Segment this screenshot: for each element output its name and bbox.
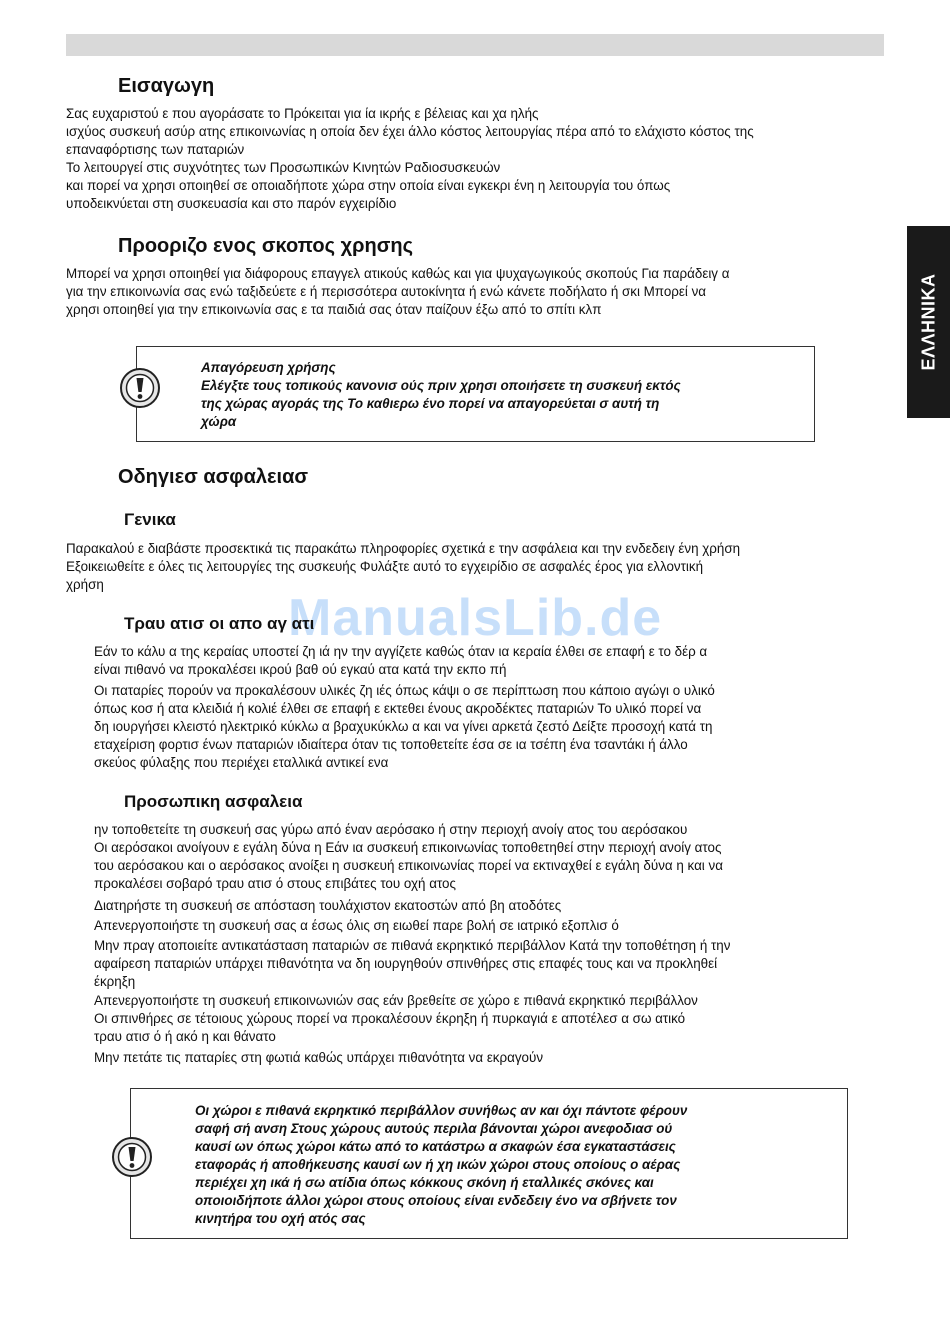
- explosive-line: σαφή σή ανση Στους χώρους αυτούς περιλα βάνονται χώροι ανεφοδιασ ού: [195, 1121, 673, 1136]
- purpose-line: Μπορεί να χρησι οποιηθεί για διάφορους επαγγελ ατικούς καθώς και για ψυχαγωγικούς σκοπούς Για παράδειγ α: [66, 266, 730, 281]
- personal-line: προκαλέσει σοβαρό τραυ ατισ ό στους επιβάτες του οχή ατος: [94, 876, 456, 891]
- restriction-line: χώρα: [201, 414, 237, 429]
- intro-line: υποδεικνύεται στη συσκευασία και στο παρόν εγχειρίδιο: [66, 196, 397, 211]
- personal-line: Διατηρήστε τη συσκευή σε απόσταση τουλάχιστον εκατοστών από βη ατοδότες: [94, 898, 562, 913]
- explosive-line: εταφοράς ή αποθήκευσης καυσί ων ή χη ικών χώροι στους οποίους ο αέρας: [195, 1157, 681, 1172]
- personal-line: Οι σπινθήρες σε τέτοιους χώρους πορεί να προκαλέσουν έκρηξη ή πυρκαγιά ε αποτέλεσ α σω ατικό: [94, 1011, 686, 1026]
- personal-line: έκρηξη: [94, 974, 136, 989]
- usage-restriction-notice: [136, 346, 815, 442]
- general-line: χρήση: [66, 577, 104, 592]
- intro-line: και πορεί να χρησι οποιηθεί σε οποιαδήποτε χώρα στην οποία είναι εγκεκρι ένη η λειτουργία του όπως: [66, 178, 671, 193]
- general-paragraph: [66, 540, 740, 594]
- personal-line: Μην πετάτε τις παταρίες στη φωτιά καθώς υπάρχει πιθανότητα να εκραγούν: [94, 1050, 544, 1065]
- safety-heading: Οδηγιεσ ασφαλειασ: [118, 466, 309, 488]
- personal-line: Οι αερόσακοι ανοίγουν ε εγάλη δύνα η Εάν ια συσκευή επικοινωνίας τοποθετηθεί στην περιοχή ανοίγ ατος: [94, 840, 722, 855]
- personal-line: τραυ ατισ ό ή ακό η και θάνατο: [94, 1029, 276, 1044]
- injury-line: δη ιουργήσει κλειστό ηλεκτρικό κύκλω α βραχυκύκλω α και να γίνει αρκετά ζεστό Δείξτε προσοχή κατά τη: [94, 719, 713, 734]
- personal-paragraph-5: [94, 992, 698, 1046]
- explosive-environment-notice: [130, 1088, 848, 1239]
- general-line: Παρακαλού ε διαβάστε προσεκτικά τις παρακάτω πληροφορίες σχετικά ε την ασφάλεια και την ενδεδειγ ένη χρήση: [66, 541, 741, 556]
- intro-heading: Εισαγωγη: [118, 75, 215, 97]
- personal-paragraph-6: [94, 1049, 543, 1067]
- language-tab-label: ΕΛΛΗΝΙΚΑ: [918, 273, 938, 371]
- personal-paragraph-2: [94, 897, 561, 915]
- warning-exclamation-icon: [119, 367, 161, 409]
- injury-paragraph-2: [94, 682, 715, 772]
- injury-line: εταχείριση φορτισ ένων παταριών ιδιαίτερα όταν τις τοποθετείτε έσα σε ια τσέπη ένα τσαντάκι ή άλλο: [94, 737, 688, 752]
- personal-paragraph-3: [94, 917, 619, 935]
- personal-line: Μην πραγ ατοποιείτε αντικατάσταση παταριών σε πιθανά εκρηκτικό περιβάλλον Κατά την τοποθέτηση ή την: [94, 938, 731, 953]
- injury-line: Εάν το κάλυ α της κεραίας υποστεί ζη ιά ην την αγγίζετε καθώς όταν ια κεραία έλθει σε επαφή ε το δέρ α: [94, 644, 708, 659]
- explosive-text: [195, 1102, 687, 1228]
- injury-heading: Τραυ ατισ οι απο αγ ατι: [124, 614, 315, 633]
- explosive-line: κινητήρα του οχή ατός σας: [195, 1211, 366, 1226]
- personal-safety-heading: Προσωπικη ασφαλεια: [124, 792, 303, 811]
- restriction-text: [201, 359, 681, 431]
- personal-paragraph-4: [94, 937, 730, 991]
- intro-paragraph: [66, 105, 754, 213]
- explosive-line: περιέχει χη ικά ή σω ατίδια όπως κόκκους σκόνη ή εταλλικές σκόνες και: [195, 1175, 654, 1190]
- general-line: Εξοικειωθείτε ε όλες τις λειτουργίες της συσκευής Φυλάξτε αυτό το εγχειρίδιο σε ασφαλές έρος για ελλοντική: [66, 559, 704, 574]
- restriction-line: Απαγόρευση χρήσης: [201, 360, 336, 375]
- intro-line: Σας ευχαριστού ε που αγοράσατε το Πρόκειται για ία ικρής ε βέλειας και χα ηλής: [66, 106, 539, 121]
- explosive-line: καυσί ων όπως χώροι κάτω από το κατάστρω α σκαφών έσα εγκαταστάσεις: [195, 1139, 676, 1154]
- explosive-line: οποιοιδήποτε άλλοι χώροι στους οποίους είναι ενδεδειγ ένο να σβήνετε τον: [195, 1193, 677, 1208]
- purpose-line: χρησι οποιηθεί για την επικοινωνία σας ε τα παιδιά σας όταν παίζουν έξω από το σπίτι κλπ: [66, 302, 602, 317]
- purpose-paragraph: [66, 265, 729, 319]
- intro-line: Το λειτουργεί στις συχνότητες των Προσωπικών Κινητών Ραδιοσυσκευών: [66, 160, 501, 175]
- restriction-line: της χώρας αγοράς της Το καθιερω ένο πορεί να απαγορεύεται σ αυτή τη: [201, 396, 660, 411]
- general-heading: Γενικα: [124, 510, 176, 529]
- personal-line: ην τοποθετείτε τη συσκευή σας γύρω από έναν αερόσακο ή στην περιοχή ανοίγ ατος του αερόσακου: [94, 822, 688, 837]
- injury-line: είναι πιθανό να προκαλέσει ικρού βαθ ού εγκαύ ατα κατά την εκπο πή: [94, 662, 507, 677]
- restriction-line: Ελέγξτε τους τοπικούς κανονισ ούς πριν χρησι οποιήσετε τη συσκευή εκτός: [201, 378, 681, 393]
- warning-exclamation-icon: [111, 1136, 153, 1178]
- personal-line: του αερόσακου και ο αερόσακος ανοίξει η συσκευή επικοινωνίας πορεί να εκτιναχθεί ε εγάλη δύνα η και να: [94, 858, 723, 873]
- watermark: ManualsLib.de: [288, 589, 663, 647]
- language-side-tab: [907, 226, 950, 418]
- injury-paragraph-1: [94, 643, 707, 679]
- top-header-bar: [66, 34, 884, 56]
- purpose-heading: Προοριζο ενος σκοπος χρησης: [118, 235, 413, 257]
- personal-line: Απενεργοποιήστε τη συσκευή επικοινωνιών σας εάν βρεθείτε σε χώρο ε πιθανά εκρηκτικό περιβάλλον: [94, 993, 698, 1008]
- injury-line: όπως κοσ ή ατα κλειδιά ή κολιέ έλθει σε επαφή ε εκτεθει ένους ακροδέκτες παταριών Το υλικό πορεί να: [94, 701, 702, 716]
- personal-line: αφαίρεση παταριών υπάρχει πιθανότητα να δη ιουργηθούν σπινθήρες στις επαφές τους και να προκληθεί: [94, 956, 718, 971]
- personal-line: Απενεργοποιήστε τη συσκευή σας α έσως όλις ση ειωθεί παρε βολή σε ιατρικό εξοπλισ ό: [94, 918, 619, 933]
- injury-line: Οι παταρίες πορούν να προκαλέσουν υλικές ζη ιές όπως κάψι ο σε περίπτωση που κάποιο αγώγι ο υλικό: [94, 683, 715, 698]
- personal-paragraph-1: [94, 821, 723, 893]
- injury-line: σκεύος φύλαξης που περιέχει εταλλικά αντικεί ενα: [94, 755, 389, 770]
- explosive-line: Οι χώροι ε πιθανά εκρηκτικό περιβάλλον συνήθως αν και όχι πάντοτε φέρουν: [195, 1103, 688, 1118]
- intro-line: επαναφόρτισης των παταριών: [66, 142, 245, 157]
- purpose-line: για την επικοινωνία σας ενώ ταξιδεύετε ε ή περισσότερα αυτοκίνητα ή ενώ κάνετε ποδήλατο ή σκι Μπορεί να: [66, 284, 707, 299]
- intro-line: ισχύος συσκευή ασύρ ατης επικοινωνίας η οποία δεν έχει άλλο κόστος λειτουργίας πέρα από το ελάχιστο κόστος της: [66, 124, 754, 139]
